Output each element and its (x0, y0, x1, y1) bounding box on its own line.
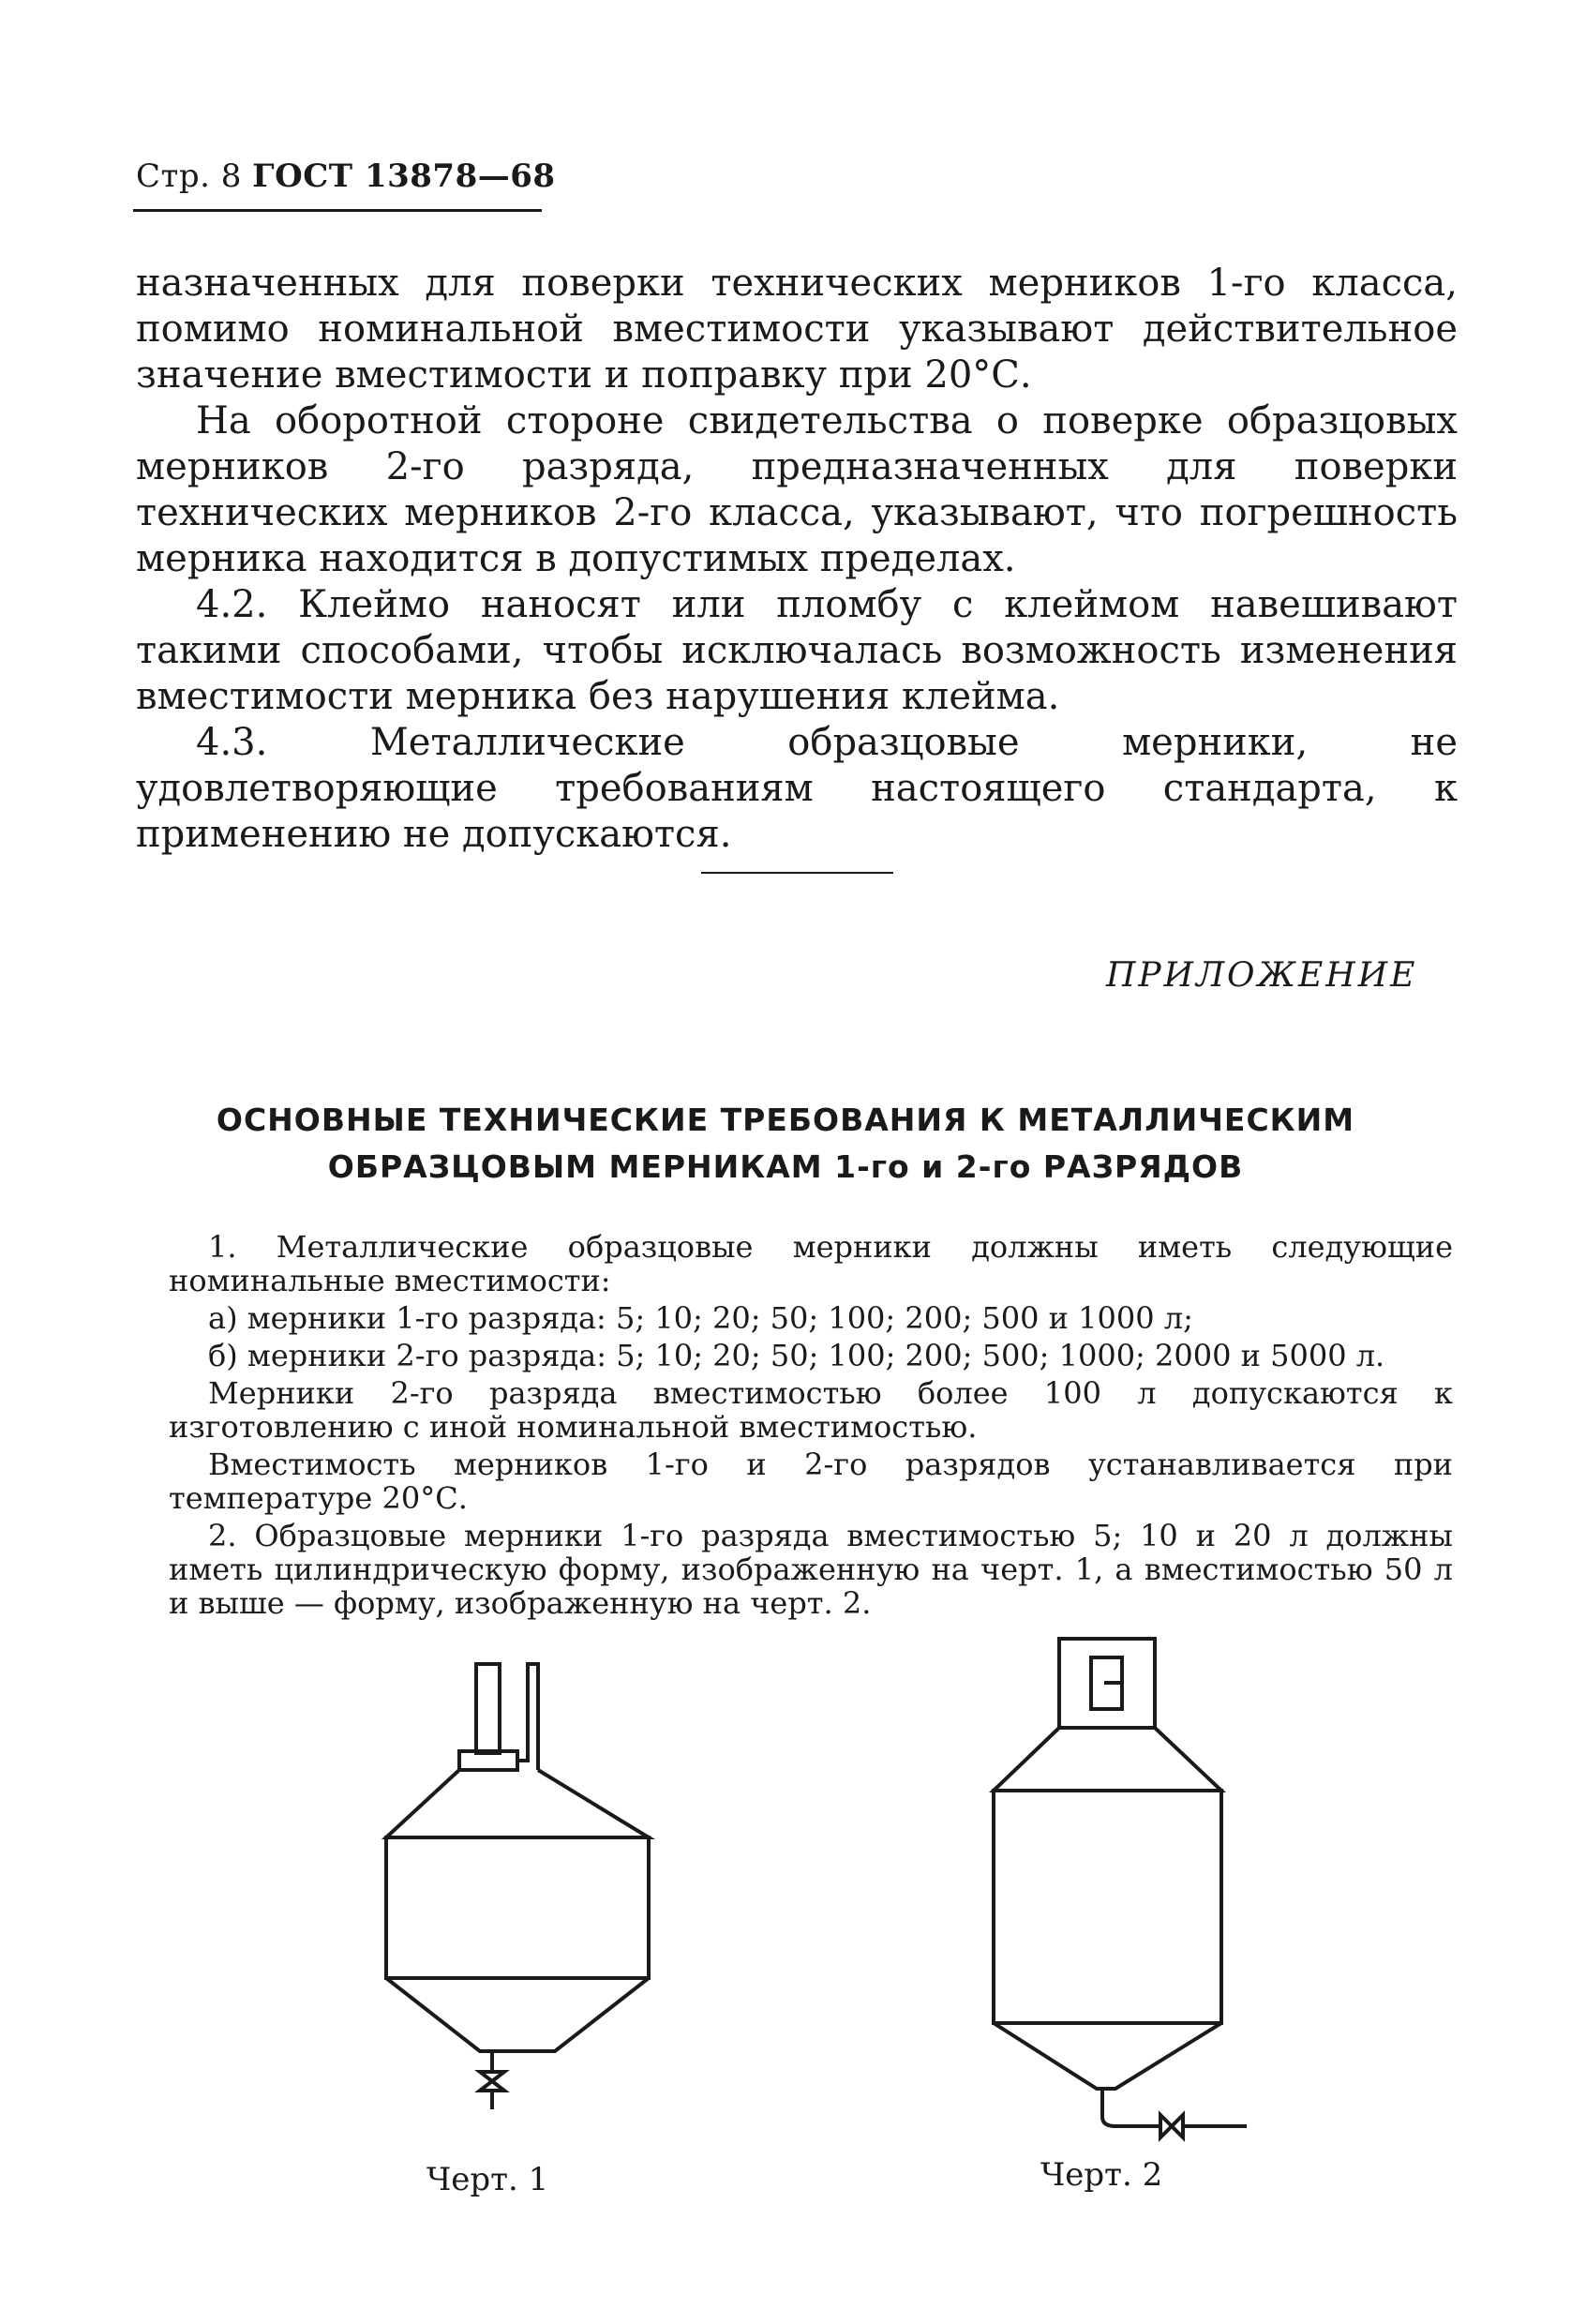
figure-1-caption: Черт. 1 (426, 2161, 549, 2198)
appendix-title-line1: ОСНОВНЫЕ ТЕХНИЧЕСКИЕ ТРЕБОВАНИЯ К МЕТАЛЛИЧЕСКИМ (216, 1102, 1355, 1138)
appendix-label: ПРИЛОЖЕНИЕ (1106, 956, 1418, 995)
figure-1-drawing (386, 1664, 649, 2109)
paragraph-4-2: 4.2. Клеймо наносят или пломбу с клеймом навешивают такими способами, чтобы исключалась возможность изменения вместимости мерника без нарушения клейма. (136, 583, 1458, 718)
figure-2-caption: Черт. 2 (1040, 2156, 1163, 2194)
item-1a: а) мерники 1-го разряда: 5; 10; 20; 50; 100; 200; 500 и 1000 л; (208, 1300, 1193, 1336)
standard-number: ГОСТ 13878—68 (252, 157, 556, 195)
appendix-title-line2: ОБРАЗЦОВЫМ МЕРНИКАМ 1-го и 2-го РАЗРЯДОВ (327, 1148, 1244, 1185)
fig1-valve-icon (480, 2072, 504, 2091)
fig2-bottom-cone (994, 2023, 1221, 2089)
fig2-top-cone (994, 1728, 1221, 1791)
fig1-neck (476, 1664, 500, 1753)
fig2-valve-icon (1160, 2115, 1183, 2137)
fig2-drain-pipe (1102, 2089, 1160, 2126)
item-2: 2. Образцовые мерники 1-го разряда вместимостью 5; 10 и 20 л должны иметь цилиндрическую форму, изображенную на черт. 1, а вместимостью 50 л и выше — форму, изображенную на черт. 2. (169, 1518, 1453, 1621)
item-1b: б) мерники 2-го разряда: 5; 10; 20; 50; 100; 200; 500; 1000; 2000 и 5000 л. (208, 1338, 1385, 1373)
item-1d: Вместимость мерников 1-го и 2-го разрядов устанавливается при температуре 20°С. (169, 1447, 1453, 1516)
fig1-bottom-cone (386, 1978, 649, 2051)
item-1c: Мерники 2-го разряда вместимостью более 100 л допускаются к изготовлению с иной номинальной вместимостью. (169, 1375, 1453, 1445)
fig1-top-cone (386, 1770, 649, 1837)
fig2-cylinder-body (994, 1791, 1221, 2023)
fig1-cylinder-body (386, 1837, 649, 1978)
paragraph-4-3: 4.3. Металлические образцовые мерники, не удовлетворяющие требованиям настоящего стандарта, к применению не допускаются. (136, 721, 1458, 856)
item-1: 1. Металлические образцовые мерники должны иметь следующие номинальные вместимости: (169, 1229, 1453, 1298)
fig1-side-tube (517, 1664, 538, 1770)
page-number: Стр. 8 (136, 157, 242, 195)
paragraph-continuation: назначенных для поверки технических мерников 1-го класса, помимо номинальной вместимости указывают действительное значение вместимости и поправку при 20°С. (136, 262, 1458, 397)
paragraph-reverse-side: На оборотной стороне свидетельства о поверке образцовых мерников 2-го разряда, предназначенных для поверки технических мерников 2-го класса, указывают, что погрешность мерника находится в допустимых пределах. (136, 399, 1458, 580)
figure-2-drawing (994, 1639, 1247, 2137)
